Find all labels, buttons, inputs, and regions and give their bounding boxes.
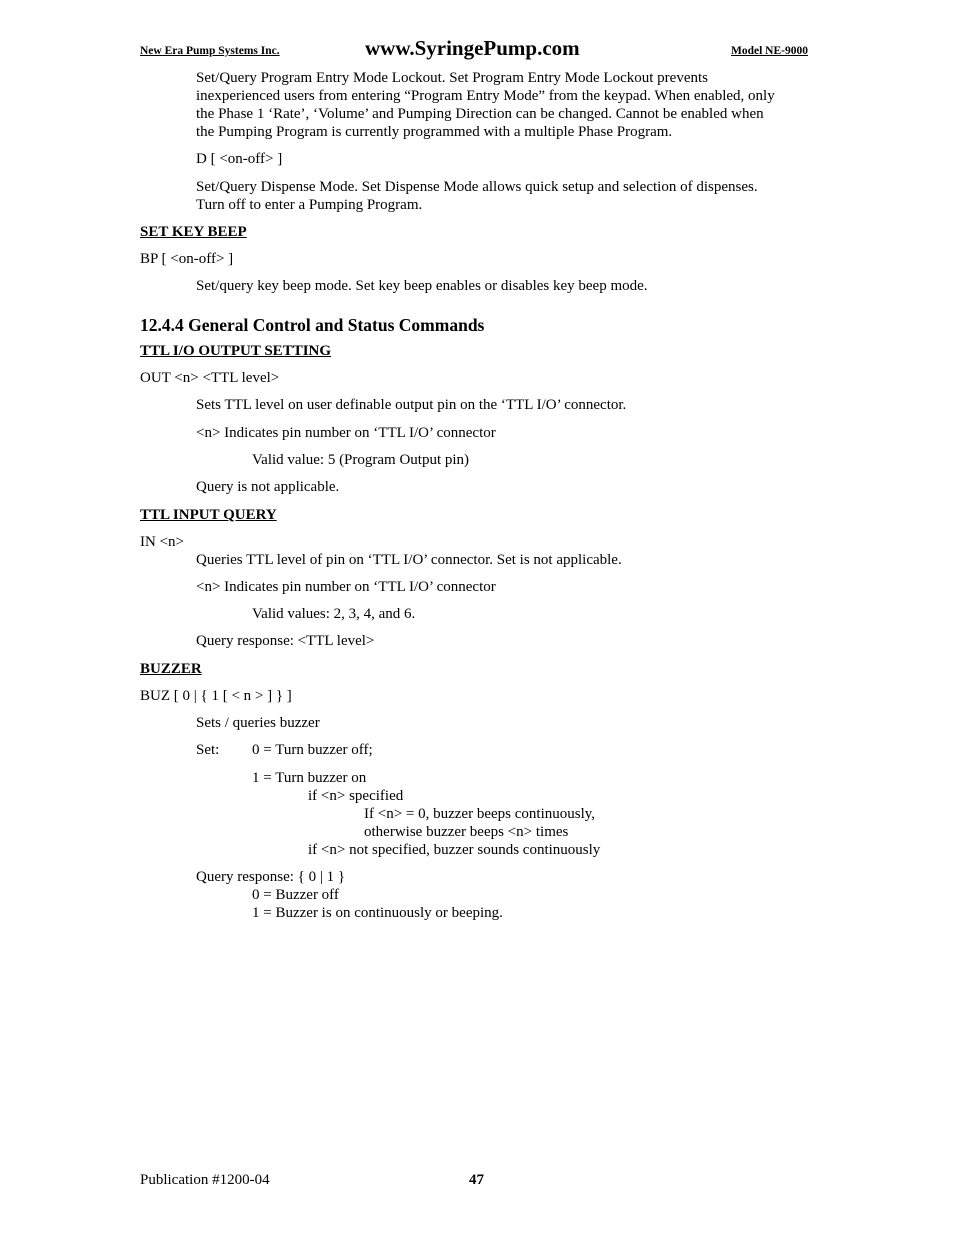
buzzer-if-zero: If <n> = 0, buzzer beeps continuously, xyxy=(364,806,596,822)
buzzer-set-label: Set: xyxy=(196,742,220,758)
header-website: www.SyringePump.com xyxy=(365,36,580,60)
buzzer-not-specified: if <n> not specified, buzzer sounds continuously xyxy=(308,842,601,858)
ttl-input-valid: Valid values: 2, 3, 4, and 6. xyxy=(252,606,416,622)
lockout-line: Set/Query Program Entry Mode Lockout. Set Program Entry Mode Lockout prevents xyxy=(196,70,708,86)
ttl-output-syntax: OUT <n> <TTL level> xyxy=(140,370,280,386)
ttl-output-valid: Valid value: 5 (Program Output pin) xyxy=(252,452,470,468)
dispense-line: Set/Query Dispense Mode. Set Dispense Mode allows quick setup and selection of dispenses. xyxy=(196,179,758,195)
dispense-syntax: D [ <on-off> ] xyxy=(196,151,283,167)
buzzer-query: Query response: { 0 | 1 } xyxy=(196,869,346,885)
lockout-line: the Phase 1 ‘Rate’, ‘Volume’ and Pumping Direction can be changed. Cannot be enabled when xyxy=(196,106,764,122)
ttl-input-desc: Queries TTL level of pin on ‘TTL I/O’ connector. Set is not applicable. xyxy=(196,552,622,568)
ttl-output-query: Query is not applicable. xyxy=(196,479,340,495)
buzzer-desc: Sets / queries buzzer xyxy=(196,715,320,731)
key-beep-heading: SET KEY BEEP xyxy=(140,224,247,240)
dispense-line: Turn off to enter a Pumping Program. xyxy=(196,197,423,213)
buzzer-heading: BUZZER xyxy=(140,661,202,677)
dispense-paragraph xyxy=(196,178,758,214)
lockout-paragraph xyxy=(196,69,775,141)
header-company: New Era Pump Systems Inc. xyxy=(140,45,280,57)
ttl-output-desc: Sets TTL level on user definable output pin on the ‘TTL I/O’ connector. xyxy=(196,397,627,413)
ttl-output-n-desc: <n> Indicates pin number on ‘TTL I/O’ connector xyxy=(196,425,496,441)
key-beep-desc: Set/query key beep mode. Set key beep enables or disables key beep mode. xyxy=(196,278,648,294)
footer-publication: Publication #1200-04 xyxy=(140,1172,270,1188)
ttl-input-heading: TTL INPUT QUERY xyxy=(140,507,277,523)
buzzer-set-off: 0 = Turn buzzer off; xyxy=(252,742,373,758)
ttl-input-syntax: IN <n> xyxy=(140,534,184,550)
section-title: 12.4.4 General Control and Status Commands xyxy=(140,315,485,335)
footer-page-number: 47 xyxy=(469,1172,484,1188)
buzzer-syntax: BUZ [ 0 | { 1 [ < n > ] } ] xyxy=(140,688,292,704)
buzzer-if-specified: if <n> specified xyxy=(308,788,404,804)
ttl-output-heading: TTL I/O OUTPUT SETTING xyxy=(140,343,332,359)
buzzer-set-on: 1 = Turn buzzer on xyxy=(252,770,367,786)
ttl-input-n-desc: <n> Indicates pin number on ‘TTL I/O’ connector xyxy=(196,579,496,595)
ttl-input-query: Query response: <TTL level> xyxy=(196,633,375,649)
buzzer-otherwise: otherwise buzzer beeps <n> times xyxy=(364,824,569,840)
lockout-line: inexperienced users from entering “Program Entry Mode” from the keypad. When enabled, only xyxy=(196,88,775,104)
lockout-line: the Pumping Program is currently programmed with a multiple Phase Program. xyxy=(196,124,673,140)
buzzer-query-on: 1 = Buzzer is on continuously or beeping. xyxy=(252,905,503,921)
buzzer-query-off: 0 = Buzzer off xyxy=(252,887,339,903)
key-beep-syntax: BP [ <on-off> ] xyxy=(140,251,234,267)
header-model: Model NE-9000 xyxy=(731,45,808,57)
